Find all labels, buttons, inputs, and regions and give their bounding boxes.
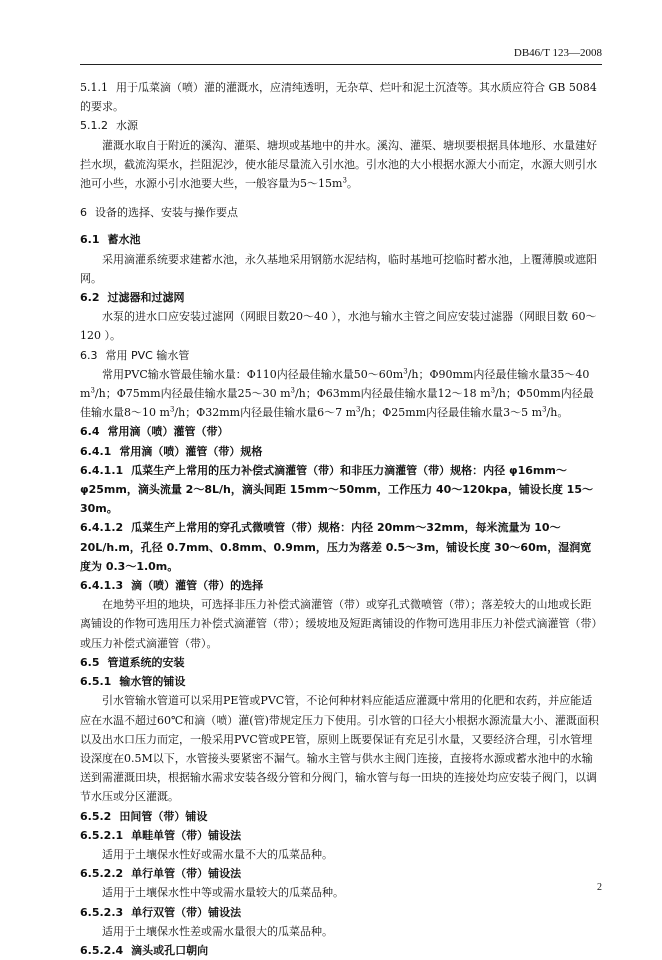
clause-6-4-1-3-paragraph: 在地势平坦的地块，可选择非压力补偿式滴灌管（带）或穿孔式微喷管（带）；落差较大的山地或长距离铺设的作物可选用压力补偿式滴灌管（带）；缓坡地及短距离铺设的作物可选用非压力补偿式滴灌管（带）或压力补偿式滴灌管（带）。 <box>80 598 597 650</box>
clause-6-5-heading: 6.5 管道系统的安装 <box>80 655 185 669</box>
clause-5-1-2-paragraph: 灌溉水取自于附近的溪沟、灌渠、塘坝或基地中的井水。溪沟、灌渠、塘坝要根据具体地形、水量建好拦水坝，截流沟渠水，拦阻泥沙，使水能尽量流入引水池。引水池的大小根据水源大小而定，水源大则引水池可小些，水源小引水池要大些，一般容量为$5\sim 15m^3$。 <box>80 138 597 191</box>
clause-6-5-2-4-heading: 6.5.2.4 滴头或孔口朝向 <box>80 943 209 957</box>
clause-6-4-1-2: 6.4.1.2 瓜菜生产上常用的穿孔式微喷管（带）规格：内径 20mm～32mm，每米流量为 10～20L/h.m，孔径 0.7mm、0.8mm、0.9mm，压力为落差 0.5～3m，铺设长度 30～60m，湿润宽度为 0.3～1.0m。 <box>80 521 592 573</box>
clause-6-4-1-1: 6.4.1.1 瓜菜生产上常用的压力补偿式滴灌管（带）和非压力滴灌管（带）规格：内径 φ16mm～φ25mm，滴头流量 2～8L/h，滴头间距 15mm～50mm，工作压力 40～120kpa，铺设长度 15～30m。 <box>80 463 593 516</box>
clause-6-4-heading: 6.4 常用滴（喷）灌管（带） <box>80 425 229 439</box>
clause-6-5-2-heading: 6.5.2 田间管（带）铺设 <box>80 809 208 823</box>
clause-6-2-paragraph: 水泵的进水口应安装过滤网（网眼目数20～40 ），水池与输水主管之间应安装过滤器（网眼目数 60～120 ）。 <box>80 310 597 343</box>
clause-6-1-heading: 6.1 蓄水池 <box>80 233 141 247</box>
clause-6-5-2-1-heading: 6.5.2.1 单畦单管（带）铺设法 <box>80 828 242 842</box>
clause-6-4-1-3-heading: 6.4.1.3 滴（喷）灌管（带）的选择 <box>80 579 264 593</box>
clause-6-1-paragraph: 采用滴灌系统要求建蓄水池，永久基地采用钢筋水泥结构，临时基地可挖临时蓄水池，上覆薄膜或遮阳网。 <box>80 252 597 285</box>
clause-6-5-1-paragraph: 引水管输水管道可以采用PE管或PVC管，不论何种材料应能适应灌溉中常用的化肥和农药，并应能适应在水温不超过60℃和滴（喷）灌(管)带规定压力下使用。引水管的口径大小根据水源流量大小、灌溉面积以及出水口压力而定，一般采用PVC管或PE管，原则上既要保证有充足引水量，又要经济合理，引水管埋设深度在0.5M以下，水管接头要紧密不漏气。输水主管与供水主阀门连接，直接将水源或蓄水池中的水输送到需灌溉田块，根据输水需求安装各级分管和分阀门，输水管与每一田块的连接处均应安装子阀门，以调节水压或分区灌溉。 <box>80 694 599 804</box>
clause-6-5-2-1-paragraph: 适用于土壤保水性好或需水量不大的瓜菜品种。 <box>102 847 333 861</box>
clause-6-3-heading: 6.3 常用 PVC 输水管 <box>80 348 190 362</box>
clause-6-4-1-heading: 6.4.1 常用滴（喷）灌管（带）规格 <box>80 444 263 458</box>
clause-6-5-2-3-heading: 6.5.2.3 单行双管（带）铺设法 <box>80 905 242 919</box>
page-number: 2 <box>597 882 602 893</box>
clause-5-1-1: 5.1.1 用于瓜菜滴（喷）灌的灌溉水，应清纯透明，无杂草、烂叶和泥土沉渣等。其水质应符合 GB 5084 的要求。 <box>80 81 597 114</box>
clause-6-5-1-heading: 6.5.1 输水管的铺设 <box>80 675 186 689</box>
clause-6-2-heading: 6.2 过滤器和过滤网 <box>80 291 185 305</box>
clause-5-1-2-heading: 5.1.2 水源 <box>80 119 138 133</box>
clause-6-5-2-2-paragraph: 适用于土壤保水性中等或需水量较大的瓜菜品种。 <box>102 886 344 900</box>
header-rule <box>80 64 602 65</box>
clause-6-5-2-3-paragraph: 适用于土壤保水性差或需水量很大的瓜菜品种。 <box>102 924 333 938</box>
clause-6-3-paragraph: 常用PVC输水管最佳输水量：Φ110内径最佳输水量$50\sim 60m^3/h$；Φ90mm内径最佳输水量35～40 $m^3/h$；Φ75mm内径最佳输水量25～30 $m^3/h$；Φ63mm内径最佳输水量12～18 $m^3/h$；Φ50mm内径最佳输水量8～10 $m^3/h$；Φ32mm内径最佳输水量6～7 $m^3/h$；Φ25mm内径最佳输水量3～5 $m^3/h$。 <box>80 367 594 420</box>
clause-6-5-2-2-heading: 6.5.2.2 单行单管（带）铺设法 <box>80 867 242 881</box>
section-6-heading: 6 设备的选择、安装与操作要点 <box>80 206 238 220</box>
document-id: DB46/T 123—2008 <box>513 47 602 59</box>
